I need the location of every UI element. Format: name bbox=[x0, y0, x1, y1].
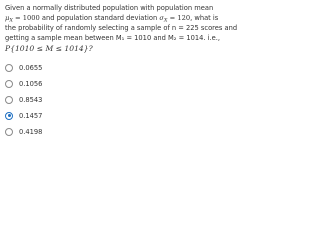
answer-option-selected[interactable] bbox=[5, 111, 42, 121]
question-line-2-text-b: , what is bbox=[190, 13, 219, 22]
answer-option[interactable] bbox=[5, 127, 42, 137]
radio-button[interactable] bbox=[5, 128, 13, 136]
question-line-2-text-a: and population standard deviation bbox=[39, 13, 160, 22]
answer-option[interactable] bbox=[5, 63, 42, 73]
question-line-2 bbox=[5, 14, 218, 24]
answer-option[interactable] bbox=[5, 95, 42, 105]
radio-button[interactable] bbox=[5, 80, 13, 88]
radio-button-selected[interactable] bbox=[5, 112, 13, 120]
answer-option-label: 0.1056 bbox=[19, 79, 43, 88]
question-line-1: Given a normally distributed population with population mean bbox=[5, 4, 214, 12]
question-line-4: getting a sample mean between M₁ = 1010 and M₂ = 1014. i.e., bbox=[5, 33, 220, 42]
answer-option-label: 0.1457 bbox=[19, 111, 43, 120]
mu-symbol: $\mu_X = 1000$ bbox=[5, 13, 40, 23]
answer-option-label: 0.8543 bbox=[19, 95, 43, 104]
question-card bbox=[0, 0, 238, 141]
sigma-symbol: $\sigma_X = 120$ bbox=[159, 13, 191, 23]
radio-button[interactable] bbox=[5, 64, 13, 72]
answer-option-label: 0.0655 bbox=[19, 63, 43, 72]
question-line-3: the probability of randomly selecting a sample of n = 225 scores and bbox=[5, 23, 238, 32]
answer-option-label: 0.4198 bbox=[19, 127, 43, 136]
probability-expression: P{1010 ≤ M ≤ 1014}? bbox=[5, 44, 93, 53]
radio-button[interactable] bbox=[5, 96, 13, 104]
answer-option[interactable] bbox=[5, 79, 42, 89]
